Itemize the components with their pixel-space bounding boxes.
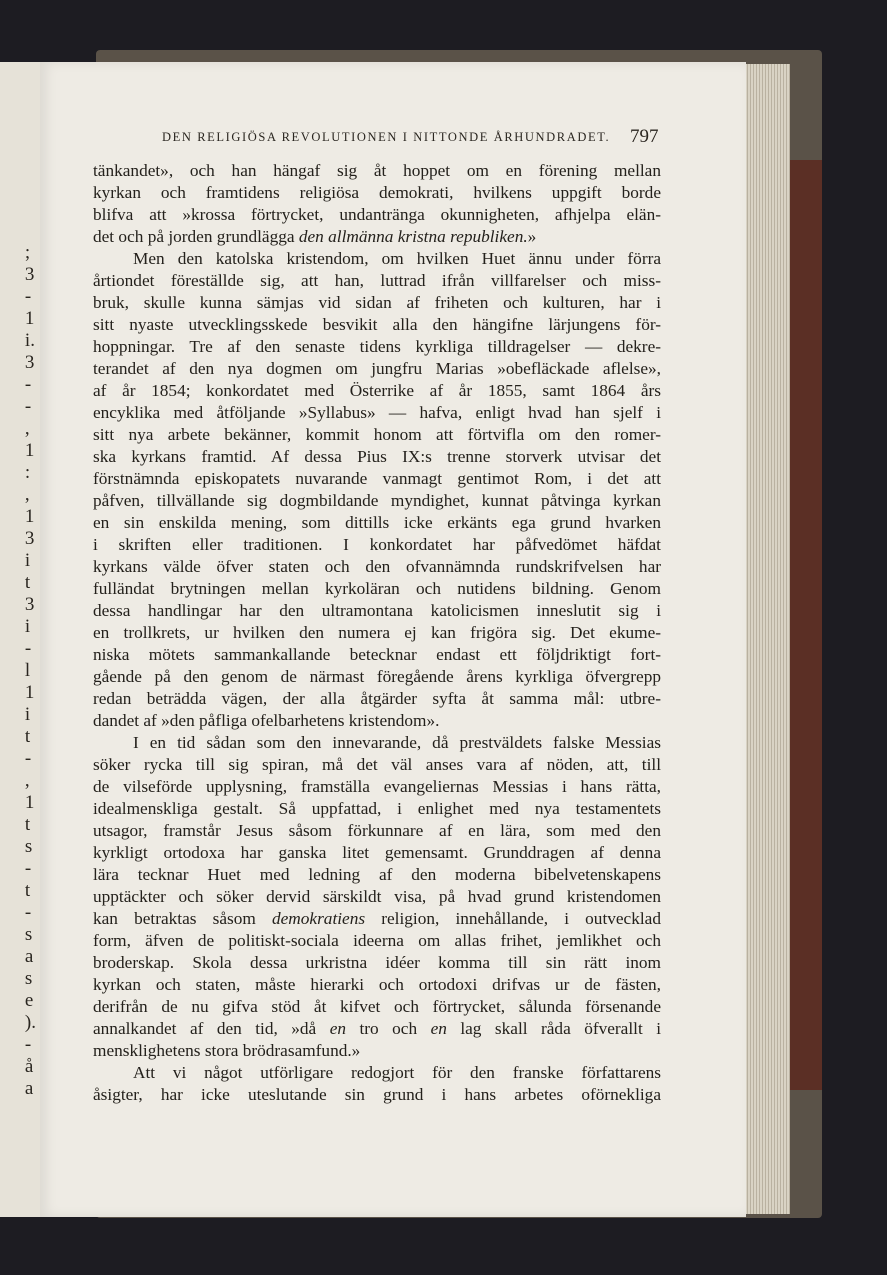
text-line: kyrkan och staten, måste hierarki och ortodoxi drifvas ur de fästen,	[93, 975, 661, 994]
text-line: sitt nyaste utvecklingsskede besvikit alla den hängifne lärjungens för-	[93, 315, 661, 334]
text-line: encyklika med åtföljande »Syllabus» — hafva, enligt hvad han sjelf i	[93, 403, 661, 422]
text-line: I en tid sådan som den innevarande, då prestväldets falske Messias	[133, 733, 661, 752]
text-line: mensklighetens stora brödrasamfund.»	[93, 1041, 361, 1060]
text-line: terandet af den nya dogmen om jungfru Marias »obefläckade aflelse»,	[93, 359, 661, 378]
left-page-fragment: t	[24, 572, 31, 593]
left-page-fragment: ,	[24, 484, 30, 505]
text-line: dessa handlingar har den ultramontana katolicismen inneslutit sig i	[93, 601, 661, 620]
text-line: niska mötets sammankallande betecknar endast ett följdriktigt fort-	[93, 645, 661, 664]
left-page-fragment: i	[24, 616, 31, 637]
left-page-fragment: t	[24, 814, 31, 835]
page-edges	[742, 64, 790, 1214]
left-page	[0, 62, 42, 1217]
left-page-fragment: t	[24, 880, 31, 901]
left-page-fragment: ).	[24, 1012, 36, 1033]
text-line: tänkandet», och han hängaf sig åt hoppet om en förening mellan	[93, 161, 661, 180]
left-page-fragment: a	[24, 1078, 34, 1099]
italic-text: en	[430, 1019, 447, 1038]
left-page-fragment: i	[24, 550, 31, 571]
left-page-fragment: 3	[24, 352, 35, 373]
text-line: påfven, tillvällande sig dogmbildande myndighet, kunnat påtvinga kyrkan	[93, 491, 661, 510]
left-page-fragment: -	[24, 374, 32, 395]
italic-text: demokratiens	[271, 909, 366, 928]
text-line: upptäckter och söker dervid särskildt visa, på hvad grund kristendomen	[93, 887, 661, 906]
text-line: kyrkans välde öfver staten och den ofvannämnda rundskrifvelsen har	[93, 557, 661, 576]
left-page-fragment: t	[24, 726, 31, 747]
left-page-fragment: ,	[24, 418, 30, 439]
left-page-fragment: l	[24, 660, 31, 681]
text-line: Att vi något utförligare redogjort för den franske författarens	[133, 1063, 661, 1082]
page-number: 797	[630, 126, 659, 147]
text-line: broderskap. Skola dessa urkristna idéer komma till sin rätt inom	[93, 953, 661, 972]
left-page-fragment: 1	[24, 308, 35, 329]
book-spine-cloth	[790, 160, 822, 1090]
text-line: annalkandet af den tid, »då en tro och en lag skall råda öfverallt i	[93, 1019, 662, 1038]
left-page-fragment: i	[24, 704, 31, 725]
left-page-fragment: a	[24, 946, 34, 967]
text-line: gående på den genom de närmast föregående årens kyrkliga öfvergrepp	[93, 667, 661, 686]
left-page-fragment: s	[24, 968, 33, 989]
text-line: i skriften eller traditionen. I konkordatet har påfvedömet häfdat	[93, 535, 661, 554]
left-page-fragment: :	[24, 462, 31, 483]
left-page-fragment: -	[24, 902, 32, 923]
text-line: redan beträdda vägen, der alla åtgärder syfta åt samma mål: utbre-	[93, 689, 661, 708]
italic-text: den allmänna kristna republiken.	[298, 227, 528, 246]
left-page-fragment: ;	[24, 242, 31, 263]
text-line: af år 1854; konkordatet med Österrike af år 1855, samt 1864 års	[93, 381, 661, 400]
left-page-fragment: 1	[24, 506, 35, 527]
text-line: bruk, skulle kunna sämjas vid sidan af friheten och kulturen, har i	[93, 293, 661, 312]
left-page-fragment: å	[24, 1056, 34, 1077]
text-line: derifrån de nu gifva stöd åt kifvet och förtrycket, sålunda försenande	[93, 997, 661, 1016]
left-page-fragment: e	[24, 990, 34, 1011]
italic-text: en	[329, 1019, 347, 1038]
text-line: söker rycka till sig spiran, må det väl anses vara af nöden, att, till	[93, 755, 661, 774]
text-line: utsagor, framstår Jesus såsom förkunnare af en lära, som med den	[93, 821, 661, 840]
text-line: sitt nya arbete bekänner, kommit honom att förtvifla om den romer-	[93, 425, 661, 444]
left-page-fragment: 1	[24, 440, 35, 461]
left-page-fragment: 1	[24, 682, 35, 703]
text-line: förstnämnda episkopatets nuvarande vanmagt gentimot Rom, i det att	[93, 469, 661, 488]
left-page-fragment: 3	[24, 264, 35, 285]
text-line: form, äfven de politiskt-sociala ideerna om allas frihet, jemlikhet och	[93, 931, 661, 950]
left-page-fragment: s	[24, 836, 33, 857]
left-page-text-edge	[25, 242, 36, 1100]
left-page-fragment: -	[24, 638, 32, 659]
text-line: de vilseförde upplysning, framställa evangeliernas Messias i hans rätta,	[93, 777, 661, 796]
text-line: hoppningar. Tre af den senaste tidens kyrkliga tilldragelser — dekre-	[93, 337, 661, 356]
body-text	[93, 160, 661, 1106]
left-page-fragment: 1	[24, 792, 35, 813]
text-line: Men den katolska kristendom, om hvilken Huet ännu under förra	[133, 249, 661, 268]
left-page-fragment: ,	[24, 770, 30, 791]
text-line: kyrkan och framtidens religiösa demokrati, hvilkens uppgift borde	[93, 183, 661, 202]
text-line: det och på jorden grundlägga den allmänna kristna republiken.»	[93, 227, 537, 246]
text-line: fulländat brytningen mellan kyrkoläran och nutidens bildning. Genom	[93, 579, 661, 598]
left-page-fragment: 3	[24, 594, 35, 615]
text-line: blifva att »krossa förtrycket, undantränga okunnigheten, afhjelpa elän-	[93, 205, 661, 224]
text-line: åsigter, har icke uteslutande sin grund i hans arbetes oförnekliga	[93, 1085, 661, 1104]
text-line: en sin enskilda mening, som dittills icke erkänts ega grund hvarken	[93, 513, 661, 532]
text-line: idealmenskliga gestalt. Så uppfattad, i enlighet med nya testamentets	[93, 799, 661, 818]
left-page-fragment: -	[24, 286, 32, 307]
left-page-fragment: 3	[24, 528, 35, 549]
text-line: ska kyrkans framtid. Af dessa Pius IX:s trenne storverk utvisar det	[93, 447, 661, 466]
text-line: kan betraktas såsom demokratiens religion, innehållande, i outvecklad	[93, 909, 661, 928]
left-page-fragment: s	[24, 924, 33, 945]
text-line: en trollkrets, ur hvilken den numera ej kan frigöra sig. Det ekume-	[93, 623, 661, 642]
left-page-fragment: i.	[24, 330, 35, 351]
left-page-fragment: -	[24, 1034, 32, 1055]
left-page-fragment: -	[24, 858, 32, 879]
text-line: kyrkligt ortodoxa har ganska litet gemensamt. Grunddragen af denna	[93, 843, 661, 862]
running-head: DEN RELIGIÖSA REVOLUTIONEN I NITTONDE ÅRHUNDRADET.	[162, 130, 611, 144]
left-page-fragment: -	[24, 396, 32, 417]
text-line: lära tecknar Huet med ledning af den moderna bibelvetenskapens	[93, 865, 661, 884]
text-line: årtiondet föreställde sig, att han, luttrad ifrån villfarelser och miss-	[93, 271, 661, 290]
left-page-fragment: -	[24, 748, 32, 769]
text-line: dandet af »den påfliga ofelbarhetens kristendom».	[93, 711, 440, 730]
